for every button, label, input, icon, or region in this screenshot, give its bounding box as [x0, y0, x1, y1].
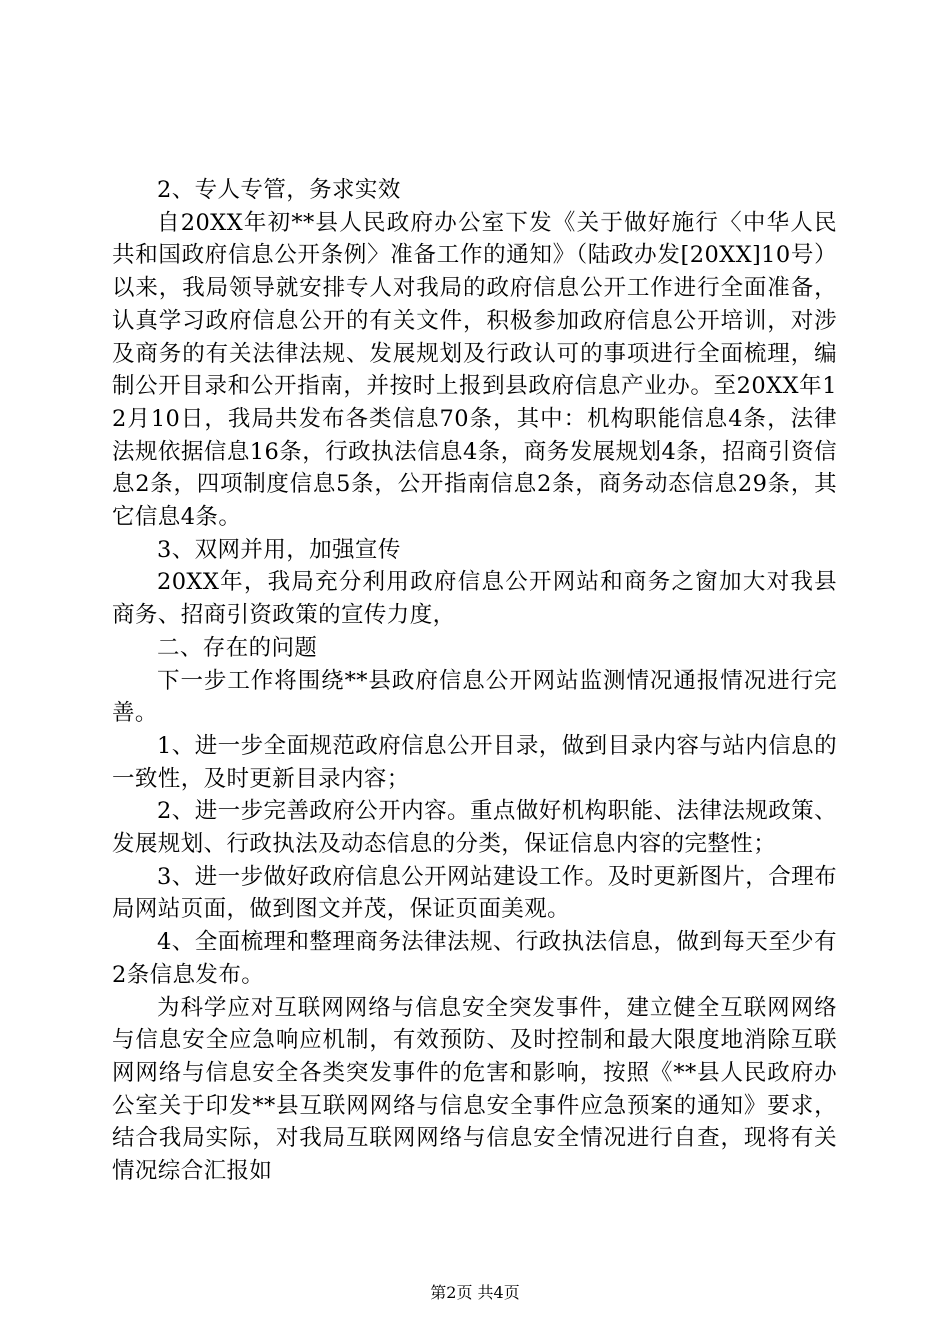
paragraph-security-selfcheck: 为科学应对互联网网络与信息安全突发事件，建立健全互联网网络与信息安全应急响应机制，有效预防、及时控制和最大限度地消除互联网网络与信息安全各类突发事件的危害和影响，按照《**县人民政府办公室关于印发**县互联网网络与信息安全事件应急预案的通知》要求，结合我局实际，对我局互联网网络与信息安全情况进行自查，现将有关情况综合汇报如: [112, 994, 837, 1185]
heading-dedicated-staff: 2、专人专管，务求实效: [157, 177, 401, 203]
document-body: [112, 174, 837, 1188]
paragraph-next-steps: 下一步工作将围绕**县政府信息公开网站监测情况通报情况进行完善。: [112, 667, 837, 727]
list-item-4: 4、全面梳理和整理商务法律法规、行政执法信息，做到每天至少有2条信息发布。: [112, 929, 837, 988]
list-item-1: 1、进一步全面规范政府信息公开目录，做到目录内容与站内信息的一致性，及时更新目录内容；: [112, 732, 837, 792]
list-item-3: 3、进一步做好政府信息公开网站建设工作。及时更新图片，合理布局网站页面，做到图文并茂，保证页面美观。: [112, 863, 837, 923]
page-number-footer: 第2页 共4页: [430, 1283, 520, 1302]
heading-dual-network: 3、双网并用，加强宣传: [157, 536, 401, 563]
heading-existing-problems: 二、存在的问题: [157, 634, 318, 661]
list-item-2: 2、进一步完善政府公开内容。重点做好机构职能、法律法规政策、发展规划、行政执法及动态信息的分类，保证信息内容的完整性；: [112, 798, 837, 858]
paragraph-publicity: 20XX年，我局充分利用政府信息公开网站和商务之窗加大对我县商务、招商引资政策的宣传力度，: [112, 569, 837, 629]
paragraph-preparation-work: 自20XX年初**县人民政府办公室下发《关于做好施行〈中华人民共和国政府信息公开条例〉准备工作的通知》（陆政办发[20XX]10号）以来，我局领导就安排专人对我局的政府信息公开工作进行全面准备，认真学习政府信息公开的有关文件，积极参加政府信息公开培训，对涉及商务的有关法律法规、发展规划及行政认可的事项进行全面梳理，编制公开目录和公开指南，并按时上报到县政府信息产业办。至20XX年12月10日，我局共发布各类信息70条，其中：机构职能信息4条，法律法规依据信息16条，行政执法信息4条，商务发展规划4条，招商引资信息2条，四项制度信息5条，公开指南信息2条，商务动态信息29条，其它信息4条。: [112, 209, 837, 531]
